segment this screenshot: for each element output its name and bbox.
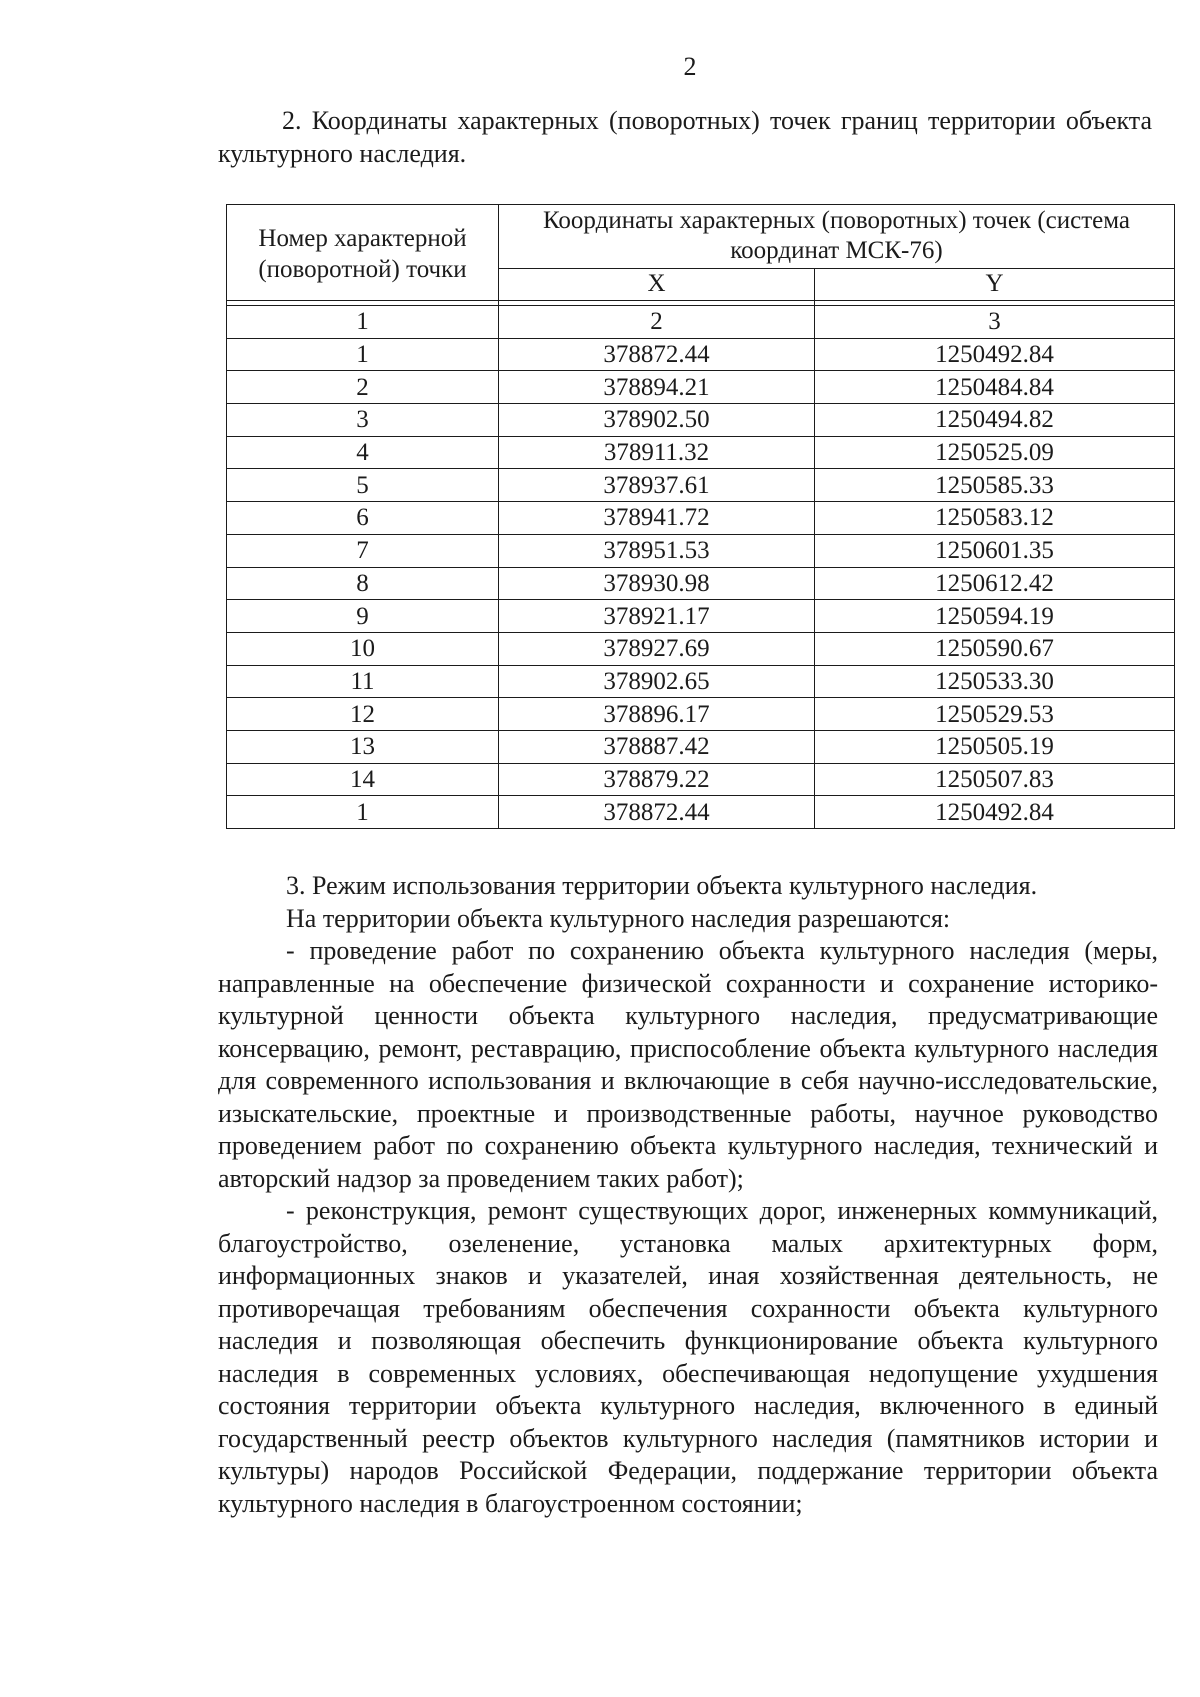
point-number-cell: 2 <box>227 371 499 404</box>
index-cell: 2 <box>499 306 815 339</box>
x-coordinate-cell: 378937.61 <box>499 469 815 502</box>
x-coordinate-cell: 378930.98 <box>499 567 815 600</box>
table-row <box>227 371 1175 404</box>
table-header-row <box>227 205 1175 269</box>
x-coordinate-cell: 378927.69 <box>499 632 815 665</box>
point-number-cell: 1 <box>227 338 499 371</box>
header-coordinates: Координаты характерных (поворотных) точек (система координат МСК-76) <box>499 205 1175 269</box>
section-3-intro: На территории объекта культурного наследия разрешаются: <box>286 903 951 933</box>
x-coordinate-cell: 378951.53 <box>499 534 815 567</box>
table-row <box>227 796 1175 829</box>
point-number-cell: 4 <box>227 436 499 469</box>
table-row <box>227 469 1175 502</box>
y-coordinate-cell: 1250525.09 <box>815 436 1175 469</box>
y-coordinate-cell: 1250612.42 <box>815 567 1175 600</box>
table-row <box>227 698 1175 731</box>
y-coordinate-cell: 1250601.35 <box>815 534 1175 567</box>
point-number-cell: 13 <box>227 730 499 763</box>
table-row <box>227 665 1175 698</box>
header-x: X <box>499 268 815 300</box>
header-point-number: Номер характерной (поворотной) точки <box>227 205 499 301</box>
x-coordinate-cell: 378941.72 <box>499 502 815 535</box>
point-number-cell: 8 <box>227 567 499 600</box>
y-coordinate-cell: 1250529.53 <box>815 698 1175 731</box>
point-number-cell: 14 <box>227 763 499 796</box>
header-y: Y <box>815 268 1175 300</box>
y-coordinate-cell: 1250533.30 <box>815 665 1175 698</box>
coordinates-table <box>226 204 1175 829</box>
table-row <box>227 730 1175 763</box>
y-coordinate-cell: 1250505.19 <box>815 730 1175 763</box>
point-number-cell: 5 <box>227 469 499 502</box>
x-coordinate-cell: 378911.32 <box>499 436 815 469</box>
x-coordinate-cell: 378896.17 <box>499 698 815 731</box>
x-coordinate-cell: 378887.42 <box>499 730 815 763</box>
section-3-title: 3. Режим использования территории объекта культурного наследия. <box>286 871 1038 900</box>
x-coordinate-cell: 378902.65 <box>499 665 815 698</box>
y-coordinate-cell: 1250590.67 <box>815 632 1175 665</box>
table-row <box>227 436 1175 469</box>
point-number-cell: 7 <box>227 534 499 567</box>
table-row <box>227 404 1175 437</box>
table-row <box>227 600 1175 633</box>
table-row <box>227 567 1175 600</box>
x-coordinate-cell: 378879.22 <box>499 763 815 796</box>
point-number-cell: 11 <box>227 665 499 698</box>
point-number-cell: 12 <box>227 698 499 731</box>
index-cell: 1 <box>227 306 499 339</box>
index-cell: 3 <box>815 306 1175 339</box>
y-coordinate-cell: 1250492.84 <box>815 338 1175 371</box>
y-coordinate-cell: 1250507.83 <box>815 763 1175 796</box>
table-row <box>227 632 1175 665</box>
x-coordinate-cell: 378921.17 <box>499 600 815 633</box>
table-index-row <box>227 306 1175 339</box>
point-number-cell: 3 <box>227 404 499 437</box>
table-row <box>227 534 1175 567</box>
coordinates-table-container <box>226 204 1174 829</box>
section-2-heading: 2. Координаты характерных (поворотных) точек границ территории объекта культурного наследия. <box>218 106 1152 168</box>
y-coordinate-cell: 1250585.33 <box>815 469 1175 502</box>
point-number-cell: 6 <box>227 502 499 535</box>
table-row <box>227 338 1175 371</box>
table-row <box>227 502 1175 535</box>
x-coordinate-cell: 378894.21 <box>499 371 815 404</box>
y-coordinate-cell: 1250583.12 <box>815 502 1175 535</box>
point-number-cell: 1 <box>227 796 499 829</box>
y-coordinate-cell: 1250492.84 <box>815 796 1175 829</box>
page-number: 2 <box>683 52 697 81</box>
allowed-item-2: - реконструкция, ремонт существующих дорог, инженерных коммуникаций, благоустройство, озеленение, установка малых архитектурных форм, информационных знаков и указателей, иная хозяйственная деятельность, не противоречащая требованиям обеспечения сохранности объекта культурного наследия и позволяющая обеспечить функционирование объекта культурного наследия в современных условиях, обеспечивающая недопущение ухудшения состояния территории объекта культурного наследия, включенного в единый государственный реестр объектов культурного наследия (памятников истории и культуры) народов Российской Федерации, поддержание территории объекта культурного наследия в благоустроенном состоянии; <box>218 1196 1158 1518</box>
x-coordinate-cell: 378902.50 <box>499 404 815 437</box>
allowed-item-1: - проведение работ по сохранению объекта культурного наследия (меры, направленные на обеспечение физической сохранности и сохранение историко-культурной ценности объекта культурного наследия, предусматривающие консервацию, ремонт, реставрацию, приспособление объекта культурного наследия для современного использования и включающие в себя научно-исследовательские, изыскательские, проектные и производственные работы, научное руководство проведением работ по сохранению объекта культурного наследия, технический и авторский надзор за проведением таких работ); <box>218 936 1158 1193</box>
x-coordinate-cell: 378872.44 <box>499 338 815 371</box>
point-number-cell: 10 <box>227 632 499 665</box>
point-number-cell: 9 <box>227 600 499 633</box>
section-3-text <box>218 870 1158 1520</box>
y-coordinate-cell: 1250594.19 <box>815 600 1175 633</box>
x-coordinate-cell: 378872.44 <box>499 796 815 829</box>
y-coordinate-cell: 1250494.82 <box>815 404 1175 437</box>
y-coordinate-cell: 1250484.84 <box>815 371 1175 404</box>
table-row <box>227 763 1175 796</box>
